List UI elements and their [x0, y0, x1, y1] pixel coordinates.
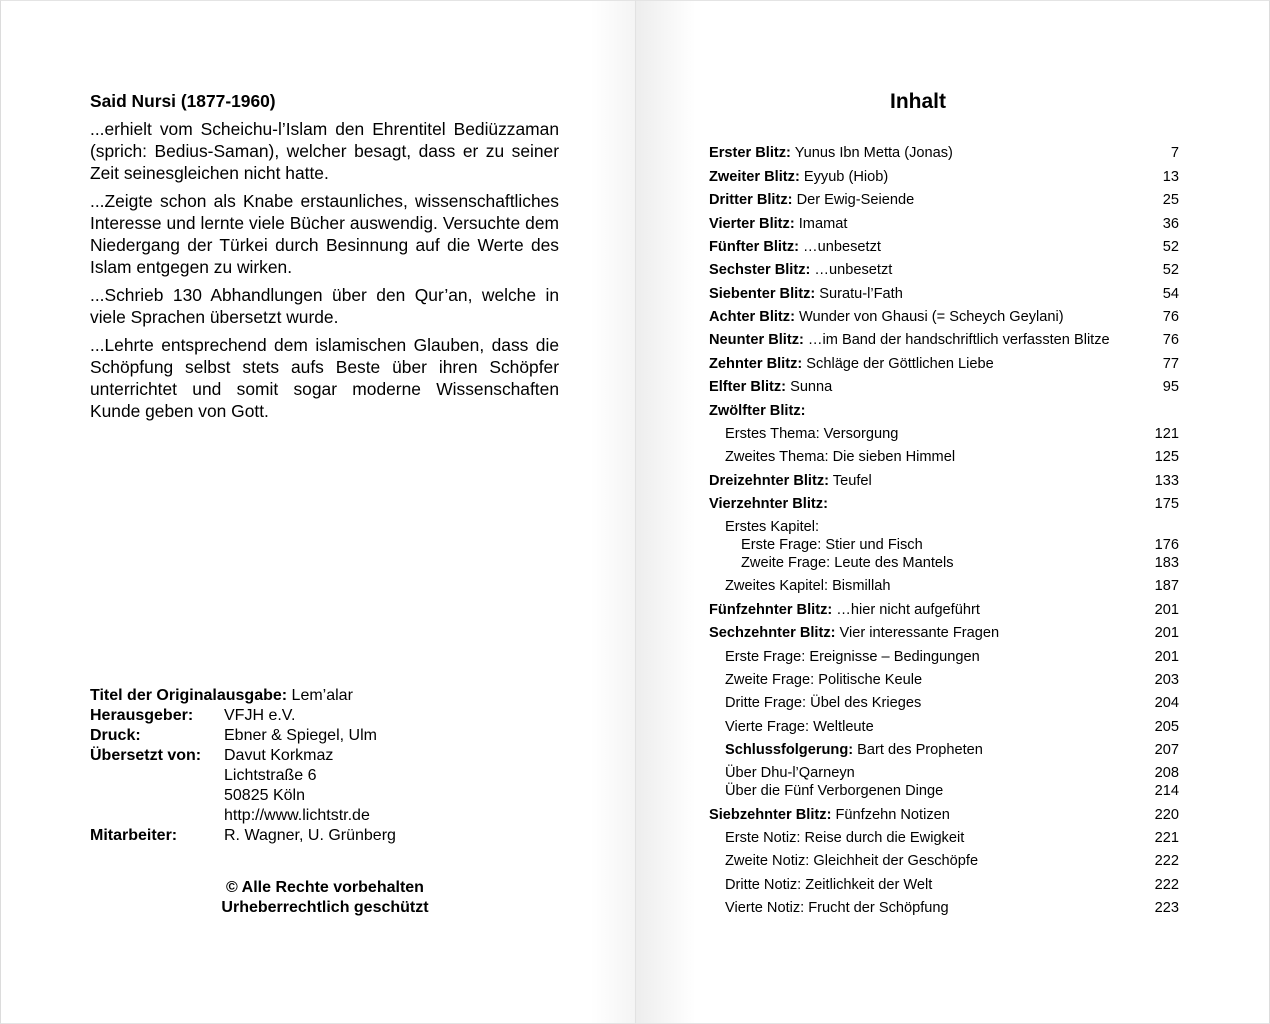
toc-page-number: 25	[1162, 192, 1179, 208]
toc-page-number: 13	[1162, 169, 1179, 185]
toc-entry-text: Vierte Frage: Weltleute	[725, 719, 874, 735]
toc-page-number: 205	[1154, 719, 1179, 735]
imprint-value: VFJH e.V.	[224, 707, 296, 724]
translator-city: 50825 Köln	[224, 787, 305, 804]
toc-entry	[709, 852, 1179, 870]
imprint-translator	[90, 746, 510, 766]
toc-entry-heading: Fünfzehnter Blitz:	[709, 602, 833, 618]
toc-entry	[709, 876, 1179, 894]
gutter-shadow-right	[636, 1, 696, 1023]
toc-entry-title	[709, 191, 1129, 209]
toc-entry-title	[709, 694, 1129, 712]
toc-entry-title	[709, 168, 1129, 186]
toc-entry-text: Fünfzehn Notizen	[831, 807, 950, 823]
toc-entry-title	[709, 472, 1129, 490]
toc-entry	[709, 168, 1179, 186]
toc-entry	[709, 764, 1179, 782]
toc-page-number: 76	[1162, 332, 1179, 348]
toc-entry-title	[709, 806, 1129, 824]
toc-page-number	[1129, 402, 1179, 420]
toc-page-number: 223	[1154, 900, 1179, 916]
toc-page-number: 222	[1154, 877, 1179, 893]
imprint-label: Mitarbeiter:	[90, 827, 178, 844]
toc-entry-title	[709, 764, 1129, 782]
translator-street: Lichtstraße 6	[224, 767, 317, 784]
toc-entry-text: Yunus Ibn Metta (Jonas)	[790, 145, 953, 161]
toc-page-number: 187	[1154, 578, 1179, 594]
toc-entry-text: Erste Frage: Stier und Fisch	[741, 537, 923, 553]
toc-entry-heading: Vierzehnter Blitz:	[709, 496, 828, 512]
toc-entry-title	[709, 648, 1129, 666]
toc-page-number: 176	[1154, 537, 1179, 553]
toc-entry	[709, 518, 1179, 536]
toc-page-number: 183	[1154, 555, 1179, 571]
toc-entry-title	[709, 601, 1129, 619]
toc-entry-title	[709, 899, 1129, 917]
toc-entry	[709, 554, 1179, 572]
toc-entry-heading: Fünfter Blitz:	[709, 239, 799, 255]
imprint-value: R. Wagner, U. Grünberg	[224, 827, 396, 844]
toc-entry-text: …hier nicht aufgeführt	[832, 602, 980, 618]
toc-entry-title	[709, 782, 1129, 800]
toc-entry	[709, 331, 1179, 349]
toc-entry-text: Dritte Frage: Übel des Krieges	[725, 695, 922, 711]
toc-entry-text: Erstes Kapitel:	[725, 519, 820, 535]
toc-page-number	[1129, 518, 1179, 536]
toc-entry-text: Wunder von Ghausi (= Scheych Geylani)	[794, 309, 1064, 325]
toc-entry-heading: Erster Blitz:	[709, 145, 791, 161]
toc-entry-text: …unbesetzt	[798, 239, 881, 255]
toc-entry-text: Schläge der Göttlichen Liebe	[802, 356, 994, 372]
toc-page-number: 125	[1154, 449, 1179, 465]
toc-page-number: 222	[1154, 853, 1179, 869]
toc-entry	[709, 601, 1179, 619]
toc-entry-heading: Dritter Blitz:	[709, 192, 793, 208]
imprint-print	[90, 726, 510, 746]
toc-entry-heading: Dreizehnter Blitz:	[709, 473, 830, 489]
toc-entry-title	[709, 829, 1129, 847]
toc-entry-heading: Sechster Blitz:	[709, 262, 811, 278]
toc-entry-text: Erstes Thema: Versorgung	[725, 426, 899, 442]
toc-entry-text: Teufel	[829, 473, 872, 489]
toc-page-number: 52	[1162, 262, 1179, 278]
toc-entry	[709, 648, 1179, 666]
toc-page-number: 201	[1154, 649, 1179, 665]
imprint-value: Lem’alar	[291, 687, 353, 704]
toc-page-number: 121	[1154, 426, 1179, 442]
toc-entry-title	[709, 238, 1129, 256]
copyright-notice	[90, 878, 560, 918]
toc-entry-text: Sunna	[786, 379, 833, 395]
translator-website: http://www.lichtstr.de	[224, 807, 370, 824]
imprint-value: Ebner & Spiegel, Ulm	[224, 727, 377, 744]
toc-entry-title	[709, 331, 1129, 349]
bio-paragraph: ...Schrieb 130 Abhandlungen über den Qur’an, welche in viele Sprachen übersetzt wurde.	[90, 285, 559, 327]
toc-entry-title	[709, 876, 1129, 894]
toc-entry	[709, 694, 1179, 712]
toc-page-number: 175	[1154, 496, 1179, 512]
toc-entry-title	[709, 671, 1129, 689]
bio-title: Said Nursi (1877-1960)	[90, 91, 276, 111]
imprint-value: Davut Korkmaz	[224, 747, 334, 764]
toc-entry-text: Erste Frage: Ereignisse – Bedingungen	[725, 649, 980, 665]
toc-entry-text: Eyyub (Hiob)	[799, 169, 889, 185]
toc-entry-text: Zweites Kapitel: Bismillah	[725, 578, 891, 594]
toc-entry-title	[709, 215, 1129, 233]
toc-page-number: 214	[1154, 783, 1179, 799]
toc-entry-heading: Elfter Blitz:	[709, 379, 787, 395]
toc-entry-text: Zweite Frage: Leute des Mantels	[741, 555, 954, 571]
toc-entry	[709, 285, 1179, 303]
toc-entry-text: Vierte Notiz: Frucht der Schöpfung	[725, 900, 949, 916]
toc-entry	[709, 425, 1179, 443]
toc-entry	[709, 215, 1179, 233]
toc-page-number: 207	[1154, 742, 1179, 758]
author-biography	[90, 90, 559, 428]
toc-entry-text: Über Dhu-l’Qarneyn	[725, 765, 855, 781]
toc-entry-heading: Neunter Blitz:	[709, 332, 804, 348]
imprint-publisher	[90, 706, 510, 726]
toc-entry	[709, 577, 1179, 595]
toc-entry-title	[709, 285, 1129, 303]
toc-page-number: 204	[1154, 695, 1179, 711]
toc-entry-heading: Vierter Blitz:	[709, 216, 795, 232]
bio-paragraph: ...erhielt vom Scheichu-l’Islam den Ehrentitel Bediüzzaman (sprich: Bedius-Saman), welcher besagt, dass er zu seiner Zeit seinesgleichen nicht hatte.	[90, 119, 559, 183]
toc-entry-title	[709, 448, 1129, 466]
toc-page-number: 36	[1162, 216, 1179, 232]
toc-entry	[709, 472, 1179, 490]
toc-entry-title	[709, 554, 1129, 572]
toc-title: Inhalt	[890, 90, 946, 113]
toc-page-number: 221	[1154, 830, 1179, 846]
toc-entry-text: Über die Fünf Verborgenen Dinge	[725, 783, 944, 799]
toc-entry-heading: Zweiter Blitz:	[709, 169, 800, 185]
toc-entry-text: Bart des Propheten	[853, 742, 983, 758]
toc-entry-title	[709, 577, 1129, 595]
toc-entry-title	[709, 536, 1129, 554]
toc-entry	[709, 308, 1179, 326]
toc-entry	[709, 495, 1179, 513]
toc-page-number: 54	[1162, 286, 1179, 302]
toc-entry	[709, 806, 1179, 824]
rights-line: Urheberrechtlich geschützt	[221, 899, 429, 916]
toc-entry-heading: Zehnter Blitz:	[709, 356, 803, 372]
toc-entry-title	[709, 624, 1129, 642]
toc-entry-title	[709, 741, 1129, 759]
toc-entry	[709, 402, 1179, 420]
toc-entry-heading: Achter Blitz:	[709, 309, 795, 325]
imprint-label: Übersetzt von:	[90, 747, 202, 764]
toc-entry-text: Zweites Thema: Die sieben Himmel	[725, 449, 956, 465]
toc-entry	[709, 536, 1179, 554]
toc-page-number: 201	[1154, 602, 1179, 618]
toc-entry	[709, 355, 1179, 373]
toc-page-number: 77	[1162, 356, 1179, 372]
toc-entry-text: Der Ewig-Seiende	[792, 192, 915, 208]
toc-entry	[709, 624, 1179, 642]
toc-entry-title	[709, 308, 1129, 326]
toc-entry	[709, 144, 1179, 162]
toc-entry-title	[709, 261, 1129, 279]
toc-page-number: 133	[1154, 473, 1179, 489]
toc-entry-text: …unbesetzt	[810, 262, 893, 278]
toc-entry-title	[709, 495, 1129, 513]
toc-entry-text: Zweite Notiz: Gleichheit der Geschöpfe	[725, 853, 979, 869]
book-gutter	[635, 0, 636, 1024]
toc-entry-title	[709, 718, 1129, 736]
toc-entry-text: Zweite Frage: Politische Keule	[725, 672, 923, 688]
toc-entry	[709, 191, 1179, 209]
toc-entry-title	[709, 378, 1129, 396]
toc-entry-heading: Zwölfter Blitz:	[709, 403, 806, 419]
toc-entry	[709, 829, 1179, 847]
toc-page-number: 7	[1170, 145, 1179, 161]
toc-page-number: 95	[1162, 379, 1179, 395]
toc-entry-title	[709, 518, 1129, 536]
toc-entry-heading: Siebzehnter Blitz:	[709, 807, 832, 823]
imprint-label: Titel der Originalausgabe:	[90, 687, 288, 704]
bio-paragraph: ...Lehrte entsprechend dem islamischen Glauben, dass die Schöpfung selbst stets aufs Beste über ihren Schöpfer unterrichtet und somit sogar moderne Wissenschaften Kunde geben von Gott.	[90, 335, 559, 421]
toc-entry-text: Erste Notiz: Reise durch die Ewigkeit	[725, 830, 965, 846]
toc-entry	[709, 261, 1179, 279]
toc-entry-heading: Schlussfolgerung:	[725, 742, 854, 758]
imprint-staff	[90, 826, 510, 846]
toc-page-number: 201	[1154, 625, 1179, 641]
toc-entry	[709, 718, 1179, 736]
toc-page-number: 76	[1162, 309, 1179, 325]
toc-page-number: 220	[1154, 807, 1179, 823]
toc-entry-heading: Siebenter Blitz:	[709, 286, 816, 302]
toc-entry-title	[709, 355, 1129, 373]
imprint-block	[90, 686, 510, 846]
toc-entry-heading: Sechzehnter Blitz:	[709, 625, 836, 641]
toc-page-number: 208	[1154, 765, 1179, 781]
toc-entry-title	[709, 402, 1129, 420]
toc-entry	[709, 671, 1179, 689]
rights-line: © Alle Rechte vorbehalten	[226, 879, 424, 896]
toc-entry	[709, 741, 1179, 759]
imprint-label: Druck:	[90, 727, 141, 744]
toc-entry-title	[709, 144, 1129, 162]
toc-entry	[709, 238, 1179, 256]
toc-entry	[709, 378, 1179, 396]
imprint-original-title	[90, 686, 510, 706]
toc-entry-text: Dritte Notiz: Zeitlichkeit der Welt	[725, 877, 933, 893]
imprint-label: Herausgeber:	[90, 707, 194, 724]
toc-entry	[709, 782, 1179, 800]
toc-entry-text: Vier interessante Fragen	[835, 625, 1000, 641]
toc-entry-text: Suratu-l’Fath	[815, 286, 903, 302]
toc-entry-title	[709, 425, 1129, 443]
toc-entry-text: …im Band der handschriftlich verfassten Blitze	[803, 332, 1110, 348]
toc-entry	[709, 899, 1179, 917]
toc-entry-text: Imamat	[794, 216, 848, 232]
toc-page-number: 203	[1154, 672, 1179, 688]
bio-paragraph: ...Zeigte schon als Knabe erstaunliches, wissenschaftliches Interesse und lernte viele Bücher auswendig. Versuchte dem Niedergang der Türkei durch Besinnung auf die Werte des Islam entgegen zu wirken.	[90, 191, 559, 277]
gutter-shadow-left	[590, 1, 636, 1023]
toc-page-number: 52	[1162, 239, 1179, 255]
toc-entry	[709, 448, 1179, 466]
toc-entry-title	[709, 852, 1129, 870]
